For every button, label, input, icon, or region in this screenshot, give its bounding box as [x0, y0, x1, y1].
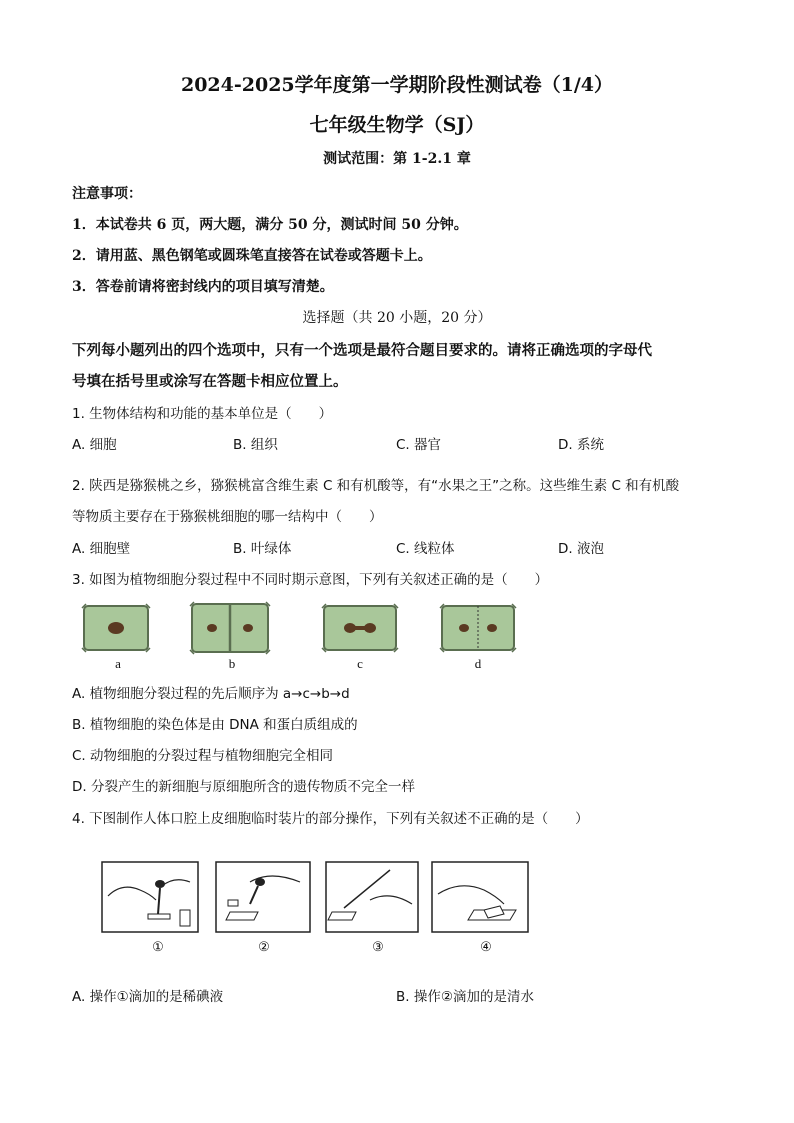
q3-option-b[interactable]: B. 植物细胞的染色体是由 DNA 和蛋白质组成的 — [72, 717, 358, 733]
figure-label-4: ④ — [480, 939, 492, 954]
exam-title: 2024-2025学年度第一学期阶段性测试卷（1/4） — [180, 74, 614, 96]
exam-subject: 七年级生物学（SJ） — [309, 114, 485, 136]
q1-option-c[interactable]: C. 器官 — [396, 437, 442, 453]
figure-label-2: ② — [258, 939, 270, 954]
q4-option-a[interactable]: A. 操作①滴加的是稀碘液 — [72, 989, 224, 1005]
cell-stage-b — [190, 602, 270, 654]
q2-option-a[interactable]: A. 细胞壁 — [72, 541, 131, 557]
cell-stage-c — [322, 604, 398, 652]
q1-option-d[interactable]: D. 系统 — [558, 437, 604, 453]
notes-heading: 注意事项： — [72, 186, 142, 202]
question-3-stem: 3. 如图为植物细胞分裂过程中不同时期示意图，下列有关叙述正确的是（ ） — [72, 572, 549, 588]
q2-option-c[interactable]: C. 线粒体 — [396, 541, 455, 557]
test-scope: 测试范围：第 1-2.1 章 — [323, 151, 471, 167]
cell-division-figure — [80, 600, 520, 660]
note-item-1: 1．本试卷共 6 页，两大题，满分 50 分，测试时间 50 分钟。 — [72, 217, 468, 233]
operation-panel-2 — [216, 862, 310, 932]
note-item-3: 3．答卷前请将密封线内的项目填写清楚。 — [72, 279, 334, 295]
section-instruction-1: 下列每小题列出的四个选项中，只有一个选项是最符合题目要求的。请将正确选项的字母代 — [72, 342, 652, 359]
cell-stage-a — [82, 604, 150, 652]
figure-label-d: d — [474, 656, 482, 671]
figure-label-b: b — [228, 656, 236, 671]
q1-option-a[interactable]: A. 细胞 — [72, 437, 117, 453]
q4-option-b[interactable]: B. 操作②滴加的是清水 — [396, 989, 534, 1005]
q3-option-d[interactable]: D. 分裂产生的新细胞与原细胞所含的遗传物质不完全一样 — [72, 779, 415, 795]
cell-stage-d — [440, 604, 516, 652]
figure-label-3: ③ — [372, 939, 384, 954]
section-heading: 选择题（共 20 小题，20 分） — [302, 310, 492, 326]
slide-preparation-figure — [100, 860, 532, 934]
q2-option-d[interactable]: D. 液泡 — [558, 541, 604, 557]
figure-label-a: a — [115, 656, 121, 671]
question-2-stem-1: 2. 陕西是猕猴桃之乡，猕猴桃富含维生素 C 和有机酸等，有“水果之王”之称。这些维生素 C 和有机酸 — [72, 478, 680, 494]
question-4-stem: 4. 下图制作人体口腔上皮细胞临时装片的部分操作，下列有关叙述不正确的是（ ） — [72, 811, 589, 827]
figure-label-1: ① — [152, 939, 164, 954]
note-item-2: 2．请用蓝、黑色钢笔或圆珠笔直接答在试卷或答题卡上。 — [72, 248, 432, 264]
q3-option-c[interactable]: C. 动物细胞的分裂过程与植物细胞完全相同 — [72, 748, 334, 764]
q2-option-b[interactable]: B. 叶绿体 — [233, 541, 292, 557]
operation-panel-3 — [326, 862, 418, 932]
operation-panel-1 — [102, 862, 198, 932]
section-instruction-2: 号填在括号里或涂写在答题卡相应位置上。 — [72, 373, 348, 390]
question-2-stem-2: 等物质主要存在于猕猴桃细胞的哪一结构中（ ） — [72, 509, 383, 525]
operation-panel-4 — [432, 862, 528, 932]
question-1-stem: 1. 生物体结构和功能的基本单位是（ ） — [72, 406, 333, 422]
q1-option-b[interactable]: B. 组织 — [233, 437, 278, 453]
figure-label-c: c — [357, 656, 363, 671]
q3-option-a[interactable]: A. 植物细胞分裂过程的先后顺序为 a→c→b→d — [72, 686, 350, 702]
